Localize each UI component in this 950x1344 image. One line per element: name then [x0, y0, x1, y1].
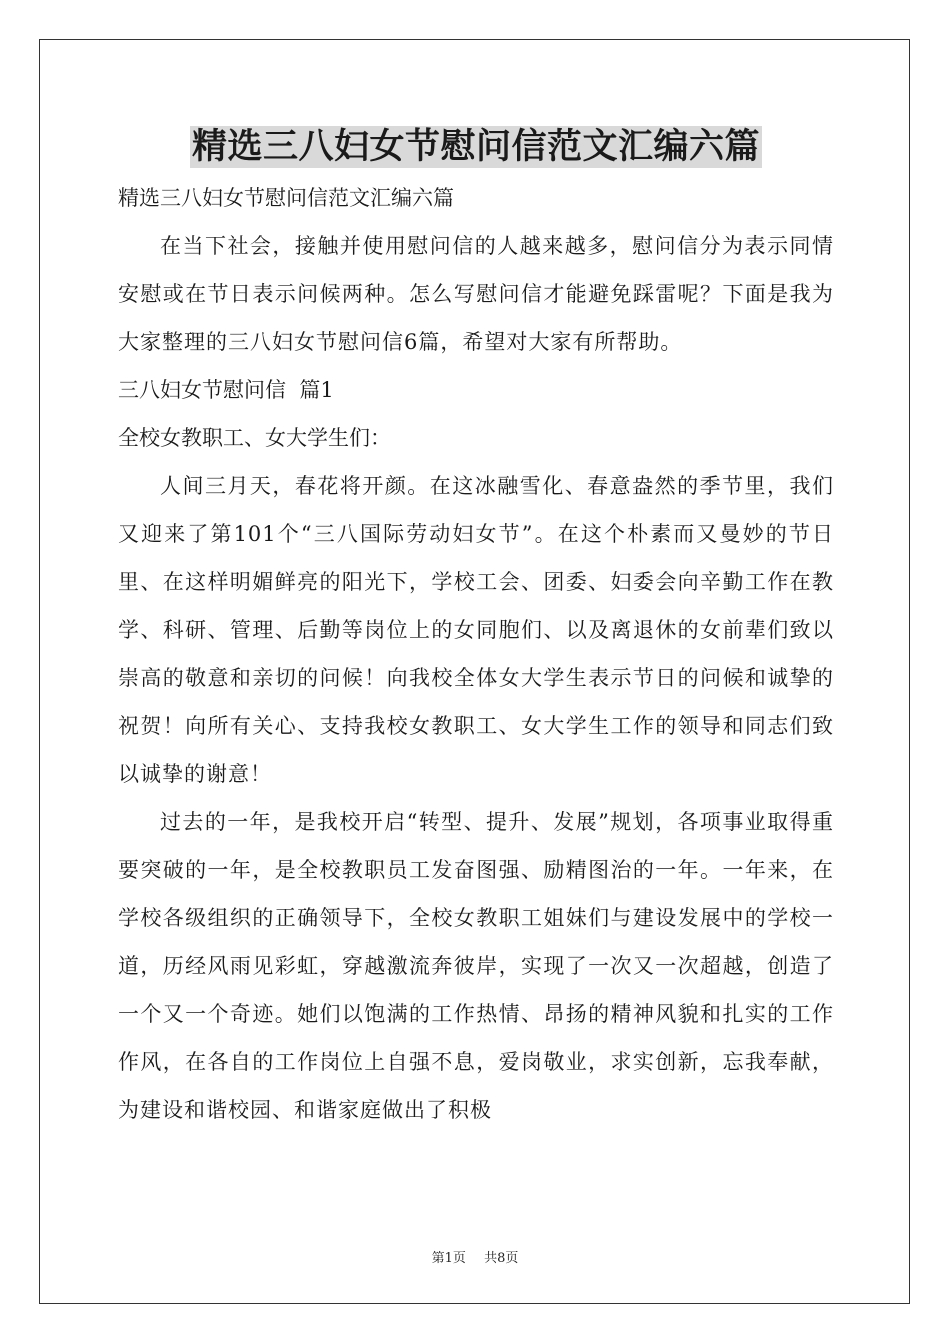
page-number: 第1页	[431, 1251, 466, 1266]
page-footer	[0, 1247, 950, 1266]
document-title-text: 精选三八妇女节慰问信范文汇编六篇	[191, 126, 760, 167]
page-total: 共8页	[484, 1251, 519, 1266]
body-paragraph-1: 人间三月天，春花将开颜。在这冰融雪化、春意盎然的季节里，我们又迎来了第101个“三八国际劳动妇女节”。在这个朴素而又曼妙的节日里、在这样明媚鲜亮的阳光下，学校工会、团委、妇委会向辛勤工作在教学、科研、管理、后勤等岗位上的女同胞们、以及离退休的女前辈们致以崇高的敬意和亲切的问候！向我校全体女大学生表示节日的问候和诚挚的祝贺！向所有关心、支持我校女教职工、女大学生工作的领导和同志们致以诚挚的谢意！	[118, 474, 834, 786]
document-body	[118, 124, 834, 1134]
document-subtitle: 精选三八妇女节慰问信范文汇编六篇	[118, 186, 454, 210]
salutation: 全校女教职工、女大学生们：	[118, 426, 391, 450]
section-heading: 三八妇女节慰问信 篇1	[118, 378, 334, 402]
body-paragraph-2: 过去的一年，是我校开启“转型、提升、发展”规划，各项事业取得重要突破的一年，是全校教职员工发奋图强、励精图治的一年。一年来，在学校各级组织的正确领导下，全校女教职工姐妹们与建设发展中的学校一道，历经风雨见彩虹，穿越激流奔彼岸，实现了一次又一次超越，创造了一个又一个奇迹。她们以饱满的工作热情、昂扬的精神风貌和扎实的工作作风，在各自的工作岗位上自强不息，爱岗敬业，求实创新，忘我奉献，为建设和谐校园、和谐家庭做出了积极	[118, 810, 834, 1122]
intro-paragraph: 在当下社会，接触并使用慰问信的人越来越多，慰问信分为表示同情安慰或在节日表示问候两种。怎么写慰问信才能避免踩雷呢？下面是我为大家整理的三八妇女节慰问信6篇，希望对大家有所帮助。	[118, 234, 834, 354]
document-title	[118, 124, 834, 170]
